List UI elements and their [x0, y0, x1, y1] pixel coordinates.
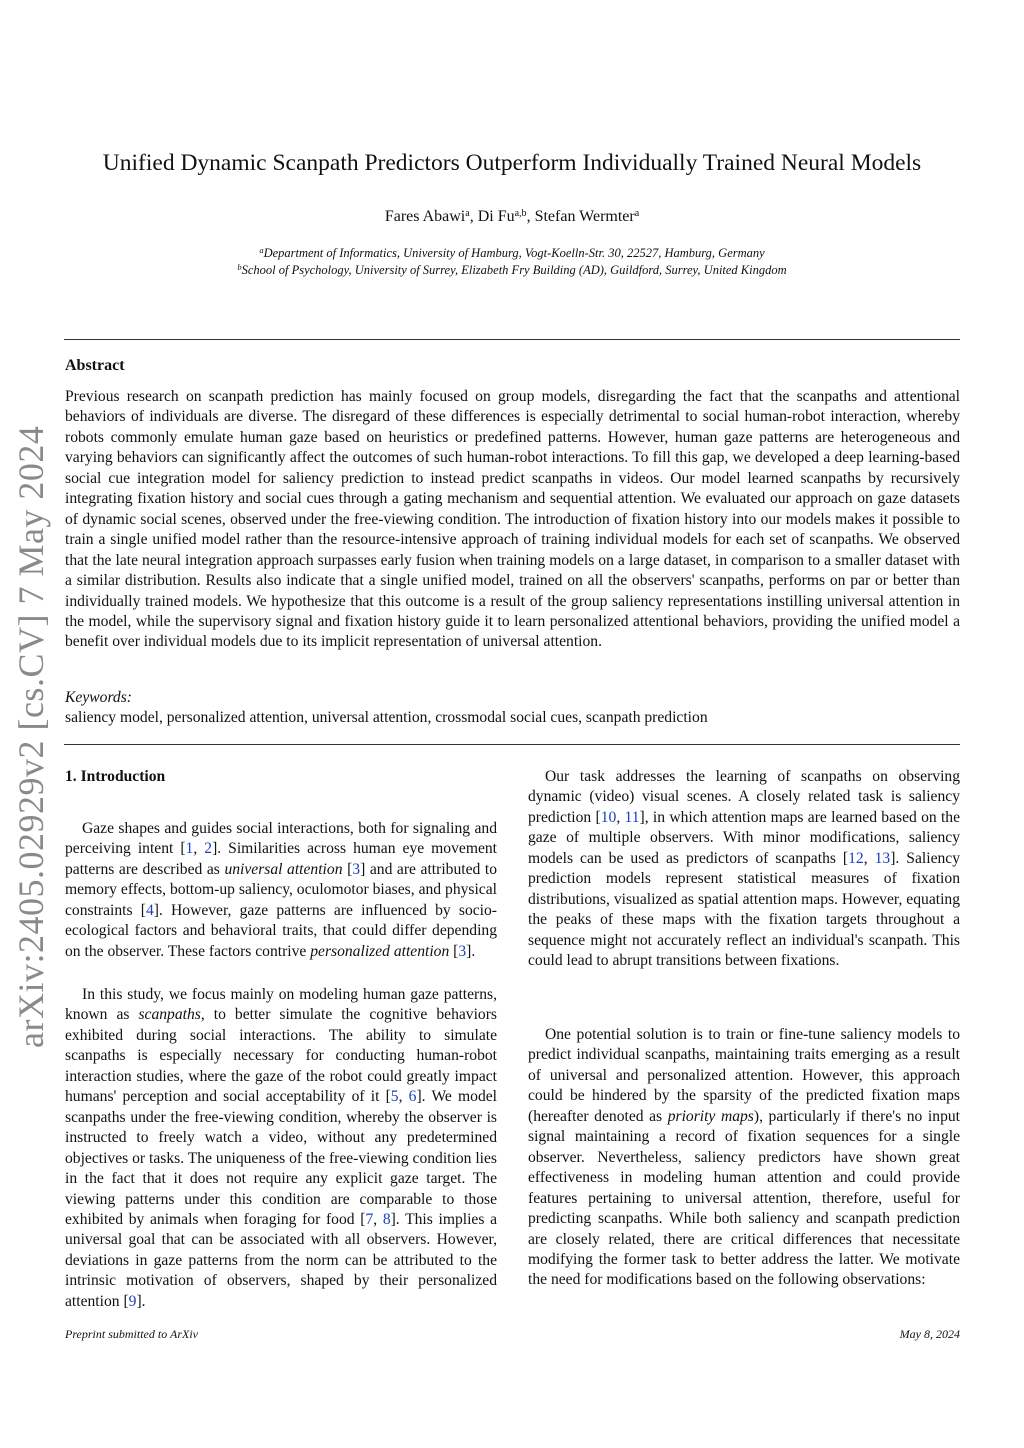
- keywords-text: saliency model, personalized attention, universal attention, crossmodal social cues, scanpath prediction: [65, 709, 708, 726]
- emphasized-term: scanpaths: [138, 1006, 201, 1024]
- author: Di Fu$^{a,b}$,: [477, 208, 535, 225]
- citation-link[interactable]: 10: [600, 808, 617, 826]
- emphasized-term: personalized attention: [310, 942, 450, 960]
- author-list: [60, 206, 964, 228]
- footer-submission-note: Preprint submitted to ArXiv: [65, 1327, 198, 1341]
- right-column-paragraph-2: One potential solution is to train or fine-tune saliency models to predict individual scanpaths, maintaining traits emerging as a result of universal and personalized attention. However, this approach could be hindered by the sparsity of the predicted fixation maps (hereafter denoted as priority maps), particularly if there's no input signal maintaining a record of fixation sequences for a single observer. Nevertheless, saliency predictors have shown great effectiveness in modeling human attention and could provide features pertaining to universal attention, therefore, useful for predicting scanpaths. While both saliency and scanpath prediction are closely related, there are critical differences that necessitate modifying the former task to better address the latter. We motivate the need for modifications based on the following observations:: [528, 1026, 960, 1289]
- left-column-paragraph-1: Gaze shapes and guides social interactions, both for signaling and perceiving intent [1, 2]. Similarities across human eye movement patterns are described as universal attention [3] and are attributed to memory effects, bottom-up saliency, oculomotor biases, and physical constraints [4]. However, gaze patterns are influenced by socio-ecological factors and behavioral traits, that could differ depending on the observer. These factors contrive personalized attention [3].: [65, 820, 498, 960]
- citation-link[interactable]: 1: [185, 840, 194, 858]
- arxiv-identifier-stamp[interactable]: arXiv:2405.02929v2 [cs.CV] 7 May 2024: [11, 425, 51, 1048]
- paper-title: Unified Dynamic Scanpath Predictors Outperform Individually Trained Neural Models: [102, 150, 922, 176]
- citation-link[interactable]: 13: [874, 849, 891, 867]
- footer-date: May 8, 2024: [899, 1327, 960, 1341]
- left-column-paragraph-2: In this study, we focus mainly on modeling human gaze patterns, known as scanpaths, to better simulate the cognitive behaviors exhibited during social interactions. The ability to simulate scanpaths is especially necessary for conducting human-robot interaction studies, where the gaze of the robot could greatly impact humans' perception and social acceptability of it [5, 6]. We model scanpaths under the free-viewing condition, whereby the observer is instructed to freely watch a video, without any predetermined objectives or tasks. The uniqueness of the free-viewing condition lies in the fact that it does not require any explicit gaze target. The viewing patterns under this condition are comparable to those exhibited by animals when foraging for food [7, 8]. This implies a universal goal that can be associated with all observers. However, deviations in gaze patterns from the norm can be attributed to the intrinsic motivation of observers, shaped by their personalized attention [9].: [65, 986, 498, 1310]
- citation-link[interactable]: 11: [624, 808, 640, 826]
- affiliation: $^a$Department of Informatics, University of Hamburg, Vogt-Koelln-Str. 30, 22527, Hamburg, Germany: [259, 245, 765, 260]
- affiliation: $^b$School of Psychology, University of Surrey, Elizabeth Fry Building (AD), Guildford, Surrey, United Kingdom: [237, 261, 787, 277]
- citation-link[interactable]: 9: [128, 1292, 137, 1310]
- right-column-paragraph-1: Our task addresses the learning of scanpaths on observing dynamic (video) visual scenes. A closely related task is saliency prediction [10, 11], in which attention maps are learned based on the gaze of multiple observers. With minor modifications, saliency models can be used as predictors of scanpaths [12, 13]. Saliency prediction models represent statistical measures of fixation distributions, visualized as spatial attention maps. However, equating the peaks of these maps with the fixation targets throughout a sequence might not accurately reflect an individual's scanpath. This could lead to abrupt transitions between fixations.: [528, 768, 961, 970]
- citation-link[interactable]: 3: [458, 942, 467, 960]
- top-divider: [64, 339, 960, 340]
- citation-link[interactable]: 8: [382, 1210, 391, 1228]
- affiliations: [60, 245, 964, 278]
- emphasized-term: universal attention: [224, 860, 343, 878]
- abstract-bottom-divider: [64, 744, 960, 745]
- author: Stefan Wermter$^a$: [534, 208, 640, 225]
- abstract-heading: Abstract: [65, 357, 125, 374]
- citation-link[interactable]: 6: [408, 1088, 417, 1106]
- citation-link[interactable]: 4: [145, 901, 154, 919]
- section-heading-introduction: 1. Introduction: [65, 768, 166, 785]
- citation-link[interactable]: 2: [204, 840, 213, 858]
- citation-link[interactable]: 7: [365, 1210, 374, 1228]
- citation-link[interactable]: 3: [352, 860, 361, 878]
- keywords-heading: Keywords:: [65, 689, 132, 706]
- abstract-text: Previous research on scanpath prediction has mainly focused on group models, disregarding the fact that the scanpaths and attentional behaviors of individuals are diverse. The disregard of these differences is especially detrimental to social human-robot interaction, whereby robots commonly emulate human gaze based on heuristics or predefined patterns. However, human gaze patterns are heterogeneous and varying behaviors can significantly affect the outcomes of such human-robot interactions. To fill this gap, we developed a deep learning-based social cue integration model for saliency prediction to instead predict scanpaths in videos. Our model learned scanpaths by recursively integrating fixation history and social cues through a gating mechanism and sequential attention. We evaluated our approach on gaze datasets of dynamic social scenes, observed under the free-viewing condition. The introduction of fixation history into our models makes it possible to train a single unified model rather than the resource-intensive approach of training individual models for each set of scanpaths. We observed that the late neural integration approach surpasses early fusion when training models on a large dataset, in comparison to a smaller dataset with a similar distribution. Results also indicate that a single unified model, trained on all the observers' scanpaths, performs on par or better than individually trained models. We hypothesize that this outcome is a result of the group saliency representations instilling universal attention in the model, while the supervisory signal and fixation history guide it to learn personalized attentional behaviors, providing the unified model a benefit over individual models due to its implicit representation of universal attention.: [65, 388, 960, 651]
- citation-link[interactable]: 12: [848, 849, 864, 867]
- citation-link[interactable]: 5: [390, 1088, 399, 1106]
- author: Fares Abawi$^a$,: [384, 208, 478, 225]
- emphasized-term: priority maps: [667, 1107, 754, 1125]
